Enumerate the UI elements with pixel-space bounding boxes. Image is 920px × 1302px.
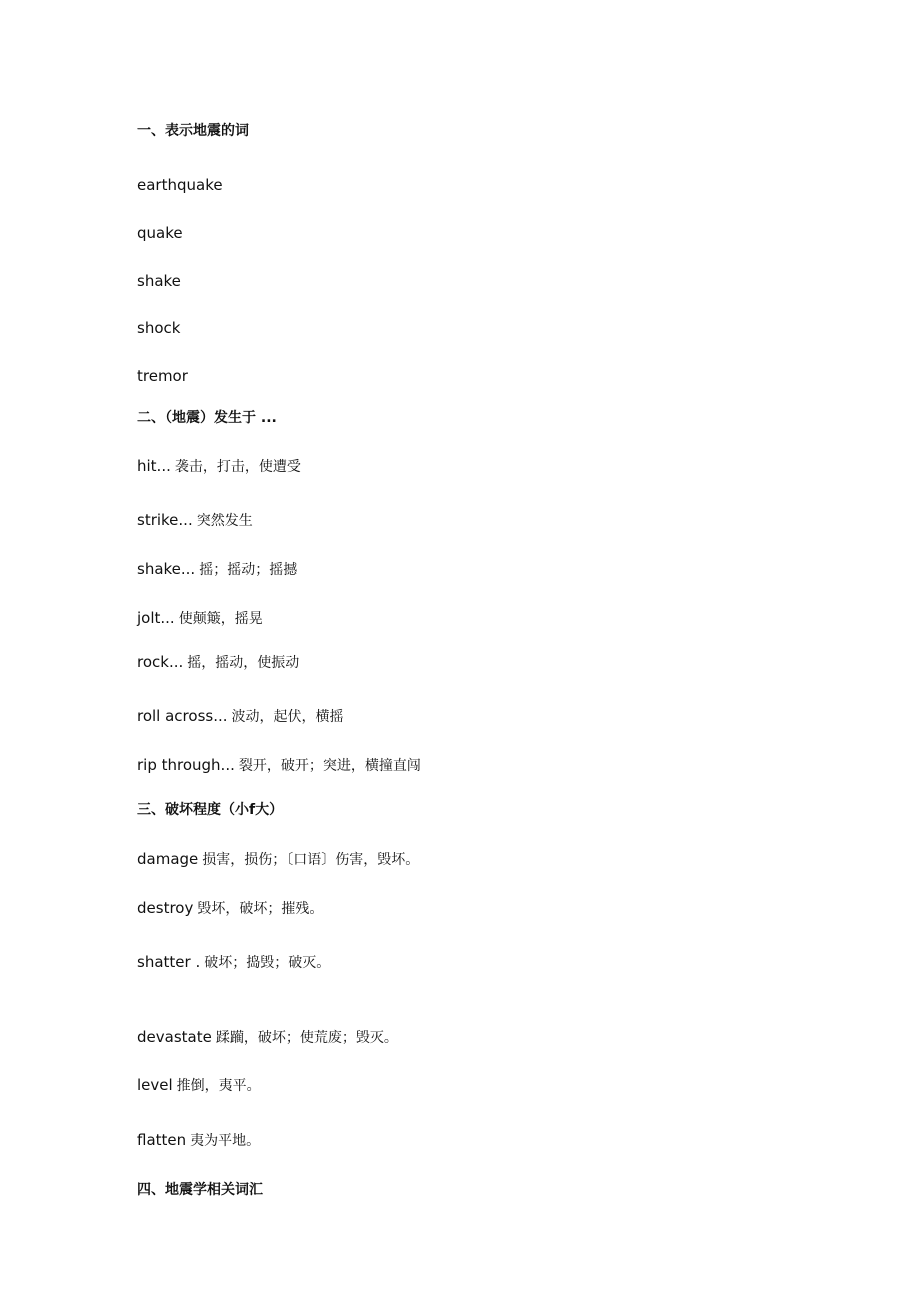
entry-term: rip through... bbox=[137, 756, 235, 774]
word-item: shake bbox=[137, 272, 181, 290]
section-2-heading: 二、（地震）发生于 ... bbox=[137, 410, 277, 426]
entry-definition: 夷为平地。 bbox=[190, 1133, 261, 1149]
entry-definition: 推倒，夷平。 bbox=[176, 1078, 261, 1094]
vocab-entry bbox=[137, 611, 263, 627]
vocab-entry bbox=[137, 562, 297, 578]
vocab-entry bbox=[137, 758, 421, 774]
entry-term: flatten bbox=[137, 1131, 187, 1149]
word-item: quake bbox=[137, 224, 183, 242]
vocab-entry bbox=[137, 1133, 260, 1149]
vocab-entry bbox=[137, 513, 253, 529]
entry-term: jolt... bbox=[137, 609, 175, 627]
entry-definition: 毁坏，破坏；摧残。 bbox=[197, 901, 324, 917]
entry-definition: 袭击，打击，使遭受 bbox=[174, 459, 301, 475]
section-4-heading: 四、地震学相关词汇 bbox=[137, 1182, 263, 1198]
entry-definition: 使颠簸，摇晃 bbox=[178, 611, 263, 627]
entry-definition: 波动，起伏，横摇 bbox=[231, 709, 344, 725]
entry-term: level bbox=[137, 1076, 173, 1094]
entry-definition: 蹂躏，破坏；使荒废；毁灭。 bbox=[215, 1030, 398, 1046]
entry-term: roll across... bbox=[137, 707, 228, 725]
entry-definition: 损害，损伤；〔口语〕伤害，毁坏。 bbox=[202, 852, 420, 868]
entry-term: shake... bbox=[137, 560, 196, 578]
vocab-entry bbox=[137, 1030, 398, 1046]
entry-definition: 裂开，破开；突进，横撞直闯 bbox=[238, 758, 421, 774]
entry-term: damage bbox=[137, 850, 199, 868]
entry-definition: 摇；摇动；摇撼 bbox=[199, 562, 298, 578]
vocab-entry bbox=[137, 655, 299, 671]
word-item: earthquake bbox=[137, 176, 223, 194]
vocab-entry bbox=[137, 1078, 261, 1094]
section-1-heading: 一、表示地震的词 bbox=[137, 123, 249, 139]
entry-definition: 破坏；捣毁；破灭。 bbox=[204, 955, 331, 971]
entry-term: hit... bbox=[137, 457, 171, 475]
entry-term: devastate bbox=[137, 1028, 212, 1046]
vocab-entry bbox=[137, 709, 344, 725]
entry-term: shatter . bbox=[137, 953, 201, 971]
entry-definition: 突然发生 bbox=[196, 513, 253, 529]
vocab-entry bbox=[137, 459, 301, 475]
vocab-entry bbox=[137, 955, 330, 971]
entry-definition: 摇，摇动，使振动 bbox=[187, 655, 300, 671]
entry-term: rock... bbox=[137, 653, 184, 671]
vocab-entry bbox=[137, 852, 419, 868]
word-item: shock bbox=[137, 319, 181, 337]
section-3-heading: 三、破坏程度（小f大） bbox=[137, 802, 284, 818]
entry-term: destroy bbox=[137, 899, 194, 917]
entry-term: strike... bbox=[137, 511, 193, 529]
word-item: tremor bbox=[137, 367, 188, 385]
vocab-entry bbox=[137, 901, 323, 917]
